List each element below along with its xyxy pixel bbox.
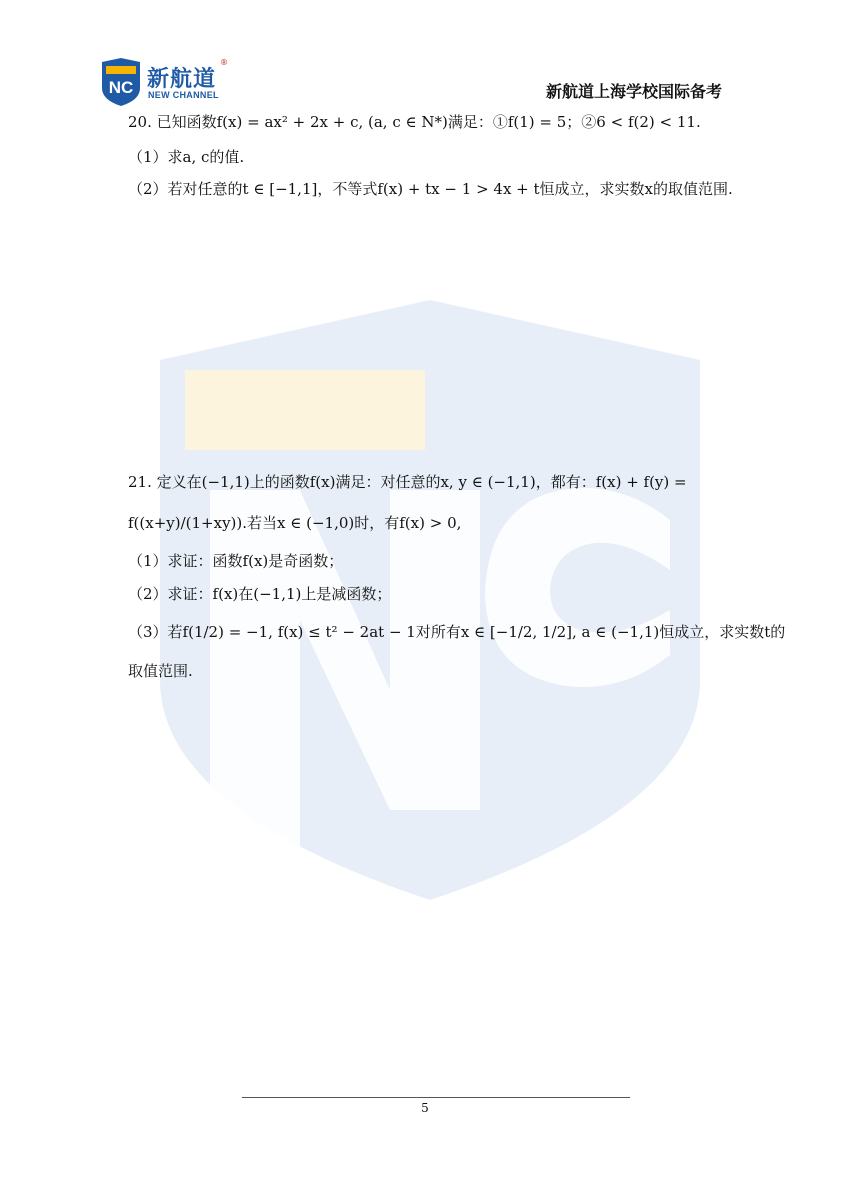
question-20-part-1: （1）求a, c的值.: [128, 148, 245, 166]
question-20-part-2: （2）若对任意的t ∈ [−1,1]，不等式f(x) + tx − 1 > 4x + t恒成立，求实数x的取值范围.: [128, 180, 733, 198]
question-21-stem-line-2: f((x+y)/(1+xy)).若当x ∈ (−1,0)时，有f(x) > 0,: [128, 514, 462, 532]
header-title: 新航道上海学校国际备考: [545, 82, 722, 101]
question-21-part-1: （1）求证：函数f(x)是奇函数；: [128, 552, 344, 570]
registered-mark: ®: [220, 58, 228, 67]
question-21-stem-line-1: 21. 定义在(−1,1)上的函数f(x)满足：对任意的x, y ∈ (−1,1)，都有：f(x) + f(y) =: [128, 473, 687, 491]
nc-shield-logo: [100, 58, 235, 108]
nc-badge-text: NC: [108, 78, 134, 97]
footer-divider: [242, 1097, 630, 1098]
nc-badge-icon: [100, 58, 142, 106]
page-number: 5: [421, 1101, 429, 1115]
question-21-part-3-continued: 取值范围.: [128, 662, 193, 680]
question-21-part-2: （2）求证：f(x)在(−1,1)上是减函数；: [128, 585, 392, 603]
question-20-stem: 20. 已知函数f(x) = ax² + 2x + c, (a, c ∈ N*)满足：①f(1) = 5；②6 < f(2) < 11.: [128, 113, 701, 131]
brand-name-en: NEW CHANNEL: [148, 90, 219, 100]
question-21-part-3: （3）若f(1/2) = −1, f(x) ≤ t² − 2at − 1对所有x ∈ [−1/2, 1/2], a ∈ (−1,1)恒成立，求实数t的: [128, 623, 786, 641]
brand-name-cn: 新航道: [147, 67, 217, 92]
